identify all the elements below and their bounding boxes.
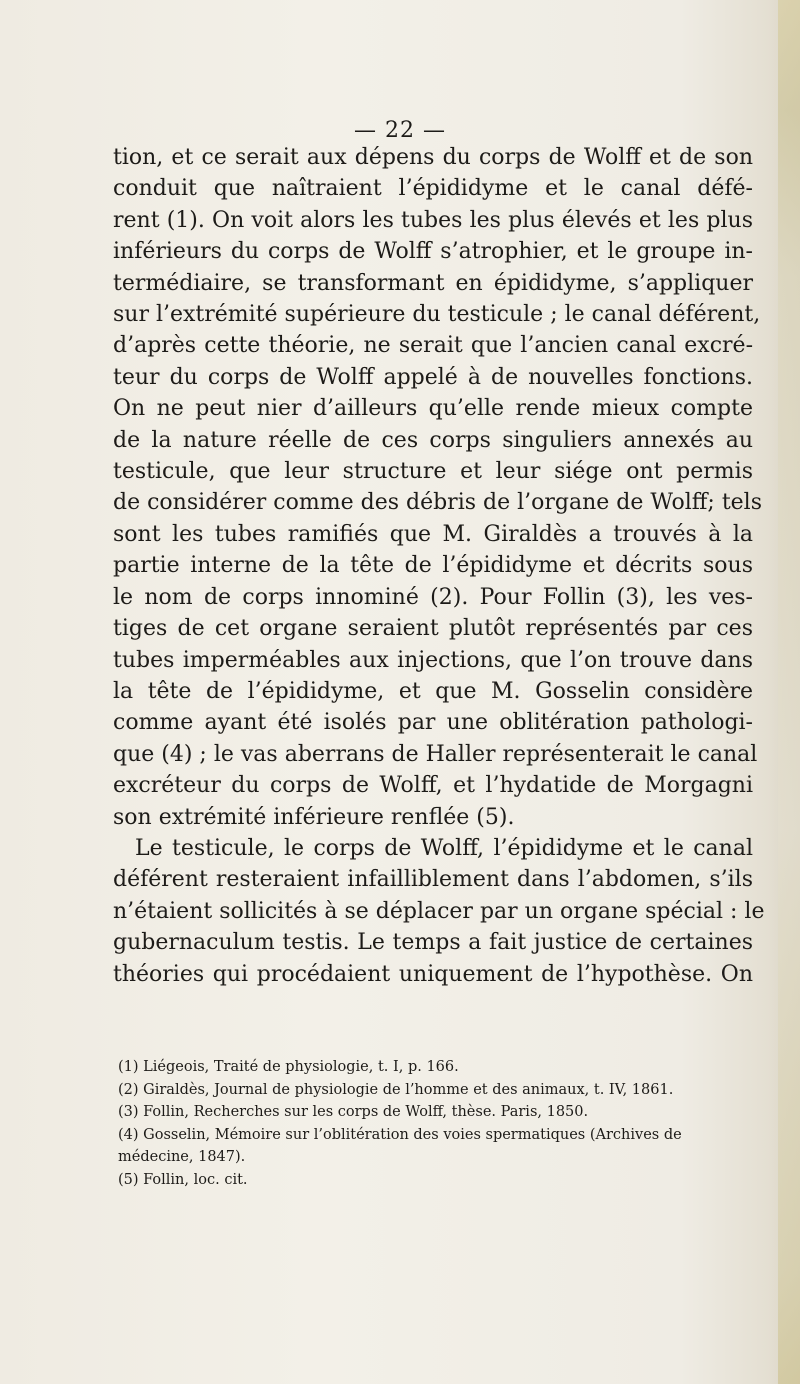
page-number: — 22 —	[354, 118, 446, 143]
footnote: (5) Follin, loc. cit.	[118, 1171, 248, 1188]
footnote: (3) Follin, Recherches sur les corps de Wolff, thèse. Paris, 1850.	[118, 1104, 589, 1121]
footnote: médecine, 1847).	[118, 1149, 246, 1166]
footnote: (4) Gosselin, Mémoire sur l’oblitération des voies spermatiques (Archives de	[118, 1126, 682, 1143]
footnote: (1) Liégeois, Traité de physiologie, t. I, p. 166.	[118, 1059, 459, 1075]
text-line: conduit que naîtraient l’épididyme et le canal défé-	[113, 176, 753, 202]
text-line: le nom de corps innominé (2). Pour Follin (3), les ves-	[113, 584, 753, 610]
text-line: teur du corps de Wolff appelé à de nouvelles fonctions.	[113, 364, 753, 390]
text-line: déférent resteraient infailliblement dans l’abdomen, s’ils	[113, 867, 753, 893]
main-text-block	[113, 142, 765, 990]
text-line: sur l’extrémité supérieure du testicule ; le canal déférent,	[113, 302, 761, 328]
text-line: gubernaculum testis. Le temps a fait justice de certaines	[113, 930, 753, 956]
text-line: n’étaient sollicités à se déplacer par un organe spécial : le	[113, 898, 765, 924]
text-line: partie interne de la tête de l’épididyme et décrits sous	[113, 553, 753, 579]
text-line: Le testicule, le corps de Wolff, l’épididyme et le canal	[135, 835, 753, 861]
text-line: termédiaire, se transformant en épididyme, s’appliquer	[113, 270, 753, 296]
text-line: testicule, que leur structure et leur siége ont permis	[113, 459, 753, 485]
footnotes-list	[118, 1056, 758, 1192]
text-line: excréteur du corps de Wolff, et l’hydatide de Morgagni	[113, 773, 753, 799]
text-line: de considérer comme des débris de l’organe de Wolff; tels	[113, 490, 762, 516]
text-line: On ne peut nier d’ailleurs qu’elle rende mieux compte	[113, 396, 753, 422]
text-line: théories qui procédaient uniquement de l’hypothèse. On	[113, 961, 753, 987]
text-line: comme ayant été isolés par une oblitération pathologi-	[113, 710, 753, 736]
text-line: tion, et ce serait aux dépens du corps de Wolff et de son	[113, 145, 753, 170]
text-line: la tête de l’épididyme, et que M. Gosselin considère	[113, 678, 753, 704]
text-line: d’après cette théorie, ne serait que l’ancien canal excré-	[113, 333, 753, 359]
page-edge-stain	[778, 0, 800, 1384]
text-line: sont les tubes ramifiés que M. Giraldès a trouvés à la	[113, 521, 753, 547]
text-line: rent (1). On voit alors les tubes les plus élevés et les plus	[113, 207, 753, 233]
text-line: son extrémité inférieure renflée (5).	[113, 804, 515, 830]
text-line: tubes imperméables aux injections, que l’on trouve dans	[113, 647, 753, 673]
text-line: de la nature réelle de ces corps singuliers annexés au	[113, 427, 753, 453]
text-line: que (4) ; le vas aberrans de Haller représenterait le canal	[113, 741, 758, 767]
text-line: inférieurs du corps de Wolff s’atrophier, et le groupe in-	[113, 239, 753, 265]
footnote: (2) Giraldès, Journal de physiologie de l’homme et des animaux, t. IV, 1861.	[118, 1081, 674, 1098]
text-line: tiges de cet organe seraient plutôt représentés par ces	[113, 616, 753, 642]
